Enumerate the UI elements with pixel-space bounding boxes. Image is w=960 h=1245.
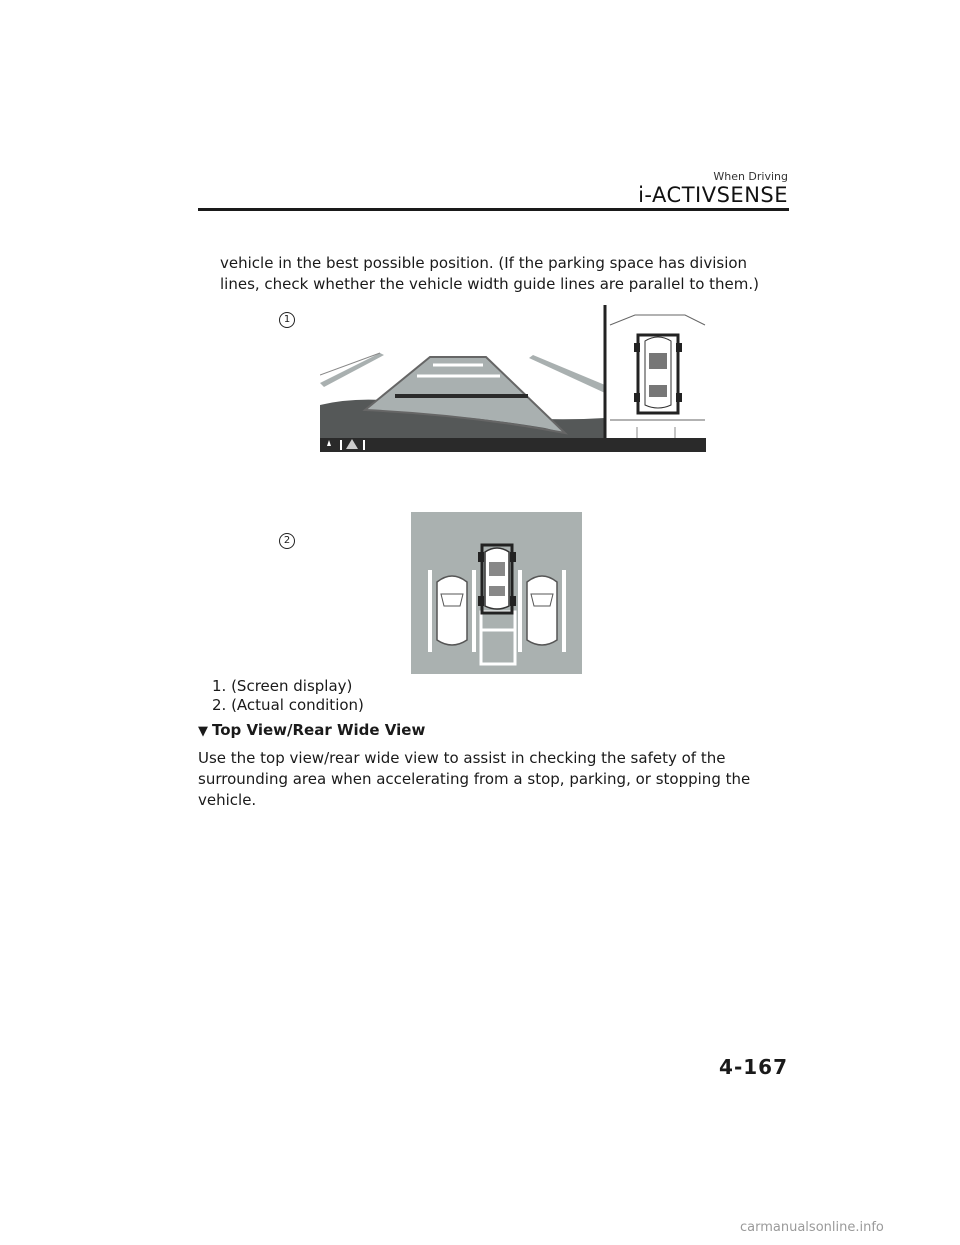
chapter-title: i-ACTIVSENSE: [638, 183, 788, 207]
legend-item-1: 1. (Screen display): [212, 677, 353, 695]
triangle-down-icon: ▼: [198, 724, 208, 739]
header-rule: [198, 208, 789, 211]
parked-car-right: [527, 576, 557, 645]
actual-condition-figure: [411, 512, 582, 674]
body-paragraph: Use the top view/rear wide view to assist in checking the safety of the surrounding area when accelerating from a stop, parking, or stopping the vehicle.: [198, 749, 751, 809]
callout-2: 2: [279, 533, 295, 549]
watermark-link[interactable]: carmanualsonline.info: [740, 1220, 884, 1235]
parked-car-left: [437, 576, 467, 645]
page-number: 4-167: [719, 1055, 788, 1079]
subheading-text: Top View/Rear Wide View: [212, 721, 426, 739]
section-title: When Driving: [713, 170, 788, 183]
figure-legend: [212, 677, 364, 715]
subheading: [198, 721, 425, 739]
screen-display-figure: [320, 305, 706, 452]
intro-paragraph: vehicle in the best possible position. (If the parking space has division lines, check whether the vehicle width guide lines are parallel to them.): [220, 254, 759, 293]
top-view: [605, 305, 706, 438]
callout-1: 1: [279, 312, 295, 328]
legend-item-2: 2. (Actual condition): [212, 696, 364, 714]
